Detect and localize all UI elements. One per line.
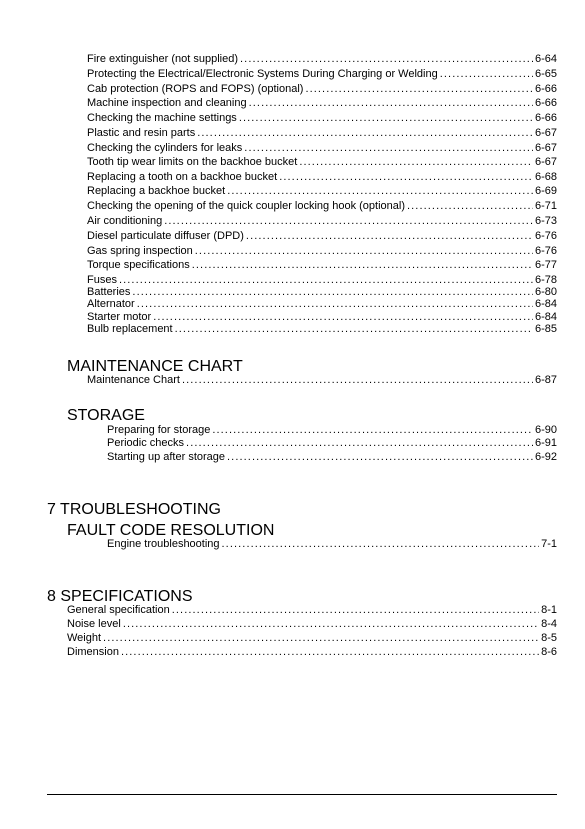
toc-entry-page: 6-68 xyxy=(534,171,557,183)
toc-entry-label: Plastic and resin parts xyxy=(87,127,196,139)
section-heading-storage[interactable]: STORAGE xyxy=(67,407,145,424)
toc-entry[interactable] xyxy=(87,53,557,66)
dot-leader xyxy=(227,185,533,198)
toc-entry[interactable] xyxy=(67,618,557,631)
toc-entry-page: 6-84 xyxy=(534,311,557,323)
dot-leader xyxy=(227,451,533,464)
toc-entry-label: Checking the machine settings xyxy=(87,112,237,124)
toc-entry-page: 6-87 xyxy=(534,374,557,386)
toc-entry-label: Protecting the Electrical/Electronic Systems During Charging or Welding xyxy=(87,68,438,80)
toc-entry-label: Cab protection (ROPS and FOPS) (optional) xyxy=(87,83,304,95)
toc-entry[interactable] xyxy=(67,646,557,659)
toc-entry-page: 6-80 xyxy=(534,286,557,298)
chapter-heading-specifications[interactable]: 8 SPECIFICATIONS xyxy=(47,588,193,605)
toc-entry-page: 6-69 xyxy=(534,185,557,197)
toc-entry[interactable] xyxy=(87,97,557,110)
toc-entry-label: Fuses xyxy=(87,274,117,286)
toc-entry-page: 6-90 xyxy=(534,424,557,436)
toc-entry-page: 6-85 xyxy=(534,323,557,335)
toc-entry[interactable] xyxy=(107,437,557,450)
toc-entry[interactable] xyxy=(107,451,557,464)
toc-entry[interactable] xyxy=(87,112,557,125)
toc-entry-label: Noise level xyxy=(67,618,121,630)
toc-entry-page: 6-66 xyxy=(534,83,557,95)
toc-entry-page: 6-71 xyxy=(534,200,557,212)
dot-leader xyxy=(246,230,533,243)
toc-entry[interactable] xyxy=(87,127,557,140)
dot-leader xyxy=(407,200,533,213)
toc-entry-label: Air conditioning xyxy=(87,215,163,227)
toc-entry-label: Gas spring inspection xyxy=(87,245,193,257)
toc-entry-page: 6-67 xyxy=(534,127,557,139)
toc-entry-page: 7-1 xyxy=(541,538,557,550)
toc-entry[interactable] xyxy=(87,298,557,311)
footer-divider xyxy=(47,794,557,795)
toc-entry[interactable] xyxy=(87,200,557,213)
dot-leader xyxy=(440,68,533,81)
toc-entry[interactable] xyxy=(87,323,557,336)
dot-leader xyxy=(222,538,540,551)
toc-entry-page: 6-76 xyxy=(534,230,557,242)
toc-entry-page: 6-73 xyxy=(534,215,557,227)
dot-leader xyxy=(175,323,533,336)
toc-entry[interactable] xyxy=(87,259,557,272)
toc-entry-page: 6-91 xyxy=(534,437,557,449)
toc-entry[interactable] xyxy=(87,171,557,184)
toc-entry-label: Engine troubleshooting xyxy=(107,538,220,550)
dot-leader xyxy=(279,171,533,184)
dot-leader xyxy=(212,424,533,437)
dot-leader xyxy=(123,618,539,631)
toc-entry[interactable] xyxy=(87,230,557,243)
dot-leader xyxy=(164,215,533,228)
toc-entry-label: Alternator xyxy=(87,298,135,310)
toc-entry-label: Diesel particulate diffuser (DPD) xyxy=(87,230,244,242)
toc-entry-page: 6-66 xyxy=(534,97,557,109)
toc-entry-page: 6-77 xyxy=(534,259,557,271)
toc-entry-page: 6-76 xyxy=(534,245,557,257)
toc-entry-page: 6-84 xyxy=(534,298,557,310)
toc-entry-label: Replacing a tooth on a backhoe bucket xyxy=(87,171,278,183)
toc-entry-label: Torque specifications xyxy=(87,259,190,271)
toc-entry[interactable] xyxy=(107,538,557,551)
toc-entry[interactable] xyxy=(87,245,557,258)
toc-entry-page: 6-65 xyxy=(534,68,557,80)
section-heading-maintenance-chart[interactable]: MAINTENANCE CHART xyxy=(67,358,243,375)
toc-entry-label: Weight xyxy=(67,632,102,644)
toc-entry-label: Starter motor xyxy=(87,311,152,323)
dot-leader xyxy=(240,53,533,66)
dot-leader xyxy=(249,97,533,110)
dot-leader xyxy=(197,127,533,140)
toc-entry-page: 6-67 xyxy=(534,156,557,168)
toc-entry-label: Starting up after storage xyxy=(107,451,226,463)
toc-entry[interactable] xyxy=(87,68,557,81)
toc-entry[interactable] xyxy=(87,142,557,155)
toc-entry-page: 8-5 xyxy=(541,632,557,644)
toc-entry-label: Maintenance Chart xyxy=(87,374,180,386)
dot-leader xyxy=(192,259,533,272)
toc-entry-label: Periodic checks xyxy=(107,437,185,449)
toc-entry[interactable] xyxy=(87,156,557,169)
toc-entry-page: 6-67 xyxy=(534,142,557,154)
toc-entry-page: 6-78 xyxy=(534,274,557,286)
section-heading-fault-code-resolution[interactable]: FAULT CODE RESOLUTION xyxy=(67,522,275,539)
dot-leader xyxy=(172,604,539,617)
dot-leader xyxy=(137,298,533,311)
toc-entry-label: Tooth tip wear limits on the backhoe bucket xyxy=(87,156,298,168)
toc-entry[interactable] xyxy=(87,374,557,387)
dot-leader xyxy=(121,646,539,659)
dot-leader xyxy=(195,245,533,258)
chapter-heading-troubleshooting[interactable]: 7 TROUBLESHOOTING xyxy=(47,501,221,518)
toc-entry-label: Batteries xyxy=(87,286,131,298)
toc-entry-page: 8-1 xyxy=(541,604,557,616)
toc-entry-page: 6-92 xyxy=(534,451,557,463)
toc-entry-label: Preparing for storage xyxy=(107,424,211,436)
toc-entry-page: 8-4 xyxy=(541,618,557,630)
toc-entry-label: Dimension xyxy=(67,646,119,658)
toc-entry-label: Machine inspection and cleaning xyxy=(87,97,247,109)
toc-entry-label: Bulb replacement xyxy=(87,323,173,335)
dot-leader xyxy=(182,374,533,387)
toc-entry-label: Fire extinguisher (not supplied) xyxy=(87,53,239,65)
dot-leader xyxy=(299,156,533,169)
toc-entry-label: General specification xyxy=(67,604,170,616)
toc-entry-page: 6-66 xyxy=(534,112,557,124)
dot-leader xyxy=(244,142,533,155)
toc-entry[interactable] xyxy=(87,215,557,228)
toc-entry-page: 6-64 xyxy=(534,53,557,65)
toc-entry-page: 8-6 xyxy=(541,646,557,658)
toc-entry[interactable] xyxy=(87,83,557,96)
toc-entry[interactable] xyxy=(87,185,557,198)
toc-entry[interactable] xyxy=(107,424,557,437)
dot-leader xyxy=(186,437,533,450)
toc-entry-label: Checking the opening of the quick coupler locking hook (optional) xyxy=(87,200,405,212)
toc-entry[interactable] xyxy=(67,604,557,617)
dot-leader xyxy=(305,83,533,96)
toc-entry-label: Replacing a backhoe bucket xyxy=(87,185,226,197)
toc-entry-label: Checking the cylinders for leaks xyxy=(87,142,243,154)
dot-leader xyxy=(103,632,539,645)
dot-leader xyxy=(239,112,533,125)
toc-entry[interactable] xyxy=(67,632,557,645)
